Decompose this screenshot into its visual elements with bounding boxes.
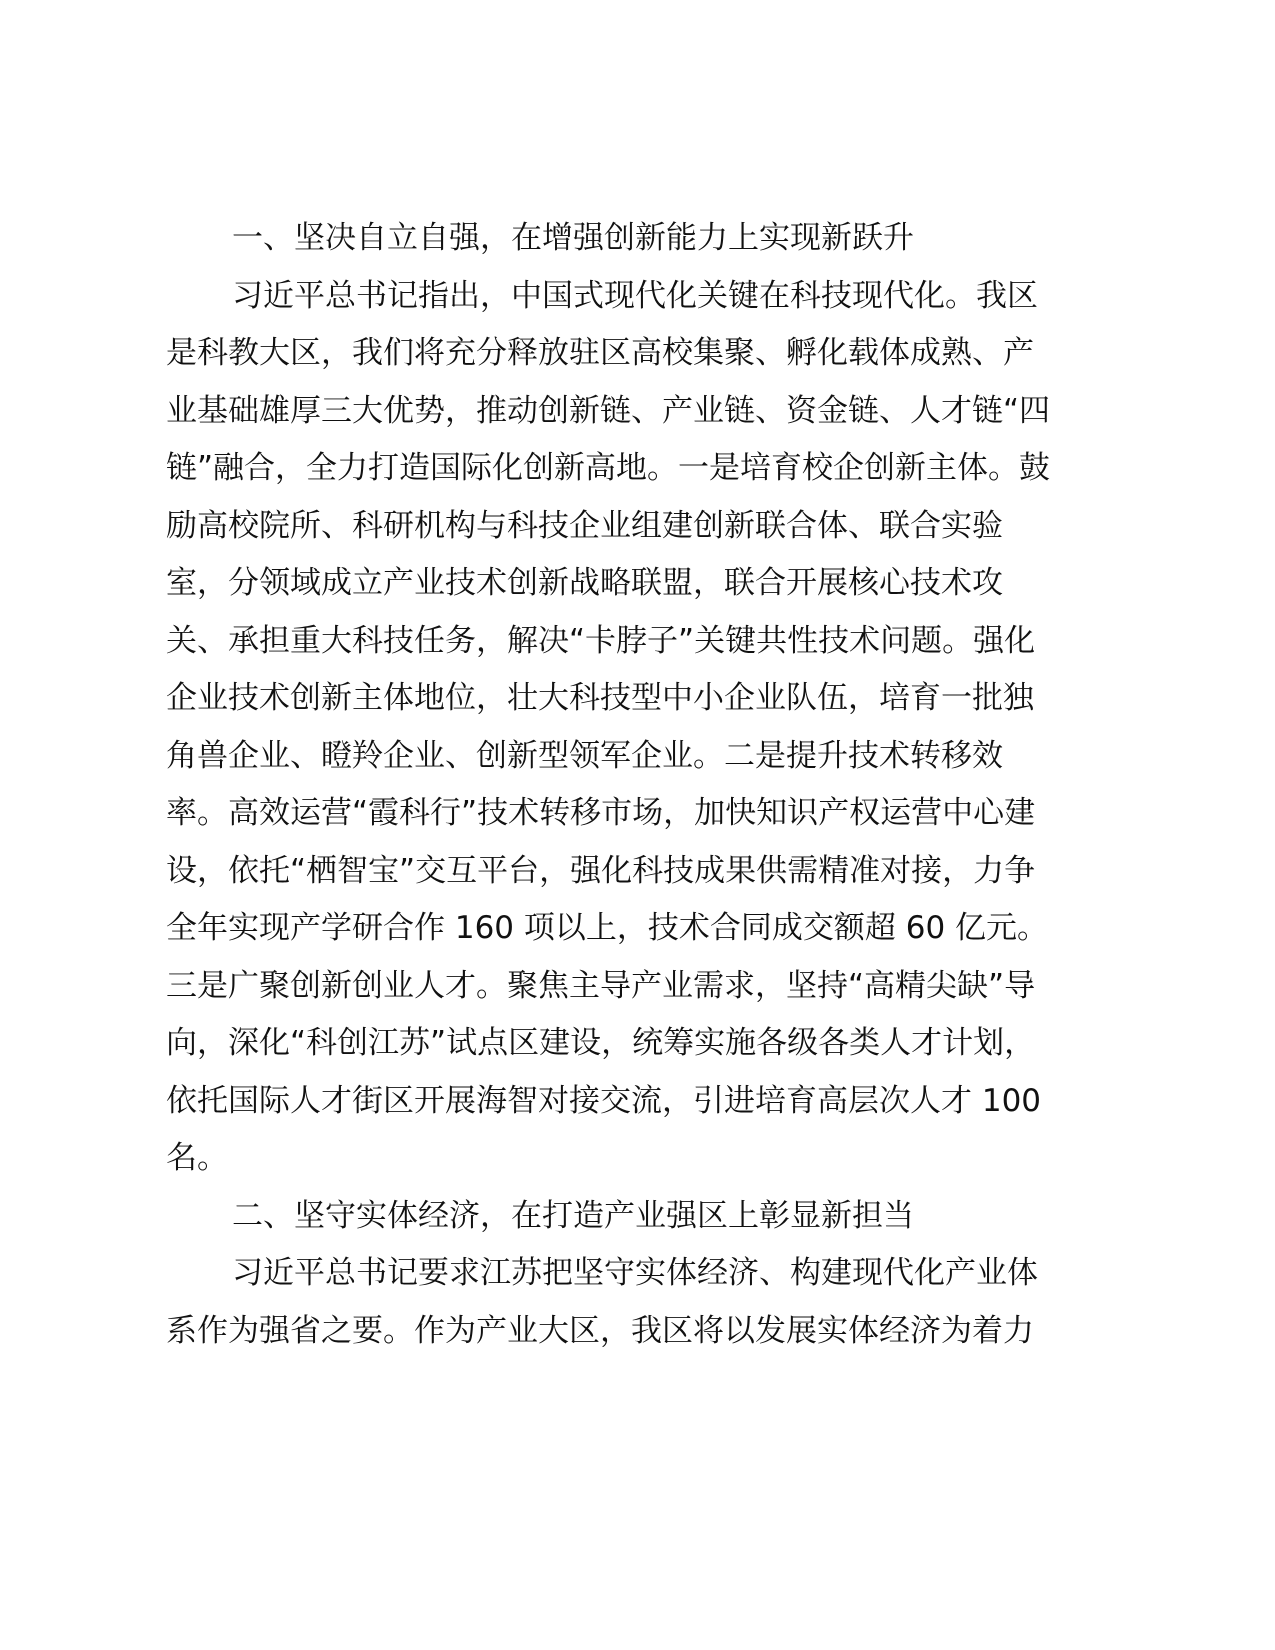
paragraph-line: 全年实现产学研合作 160 项以上，技术合同成交额超 60 亿元。 — [166, 910, 1049, 946]
paragraph-line: 习近平总书记指出，中国式现代化关键在科技现代化。我区 — [232, 277, 1038, 314]
paragraph-line: 是科教大区，我们将充分释放驻区高校集聚、孵化载体成熟、产 — [166, 335, 1034, 371]
paragraph-line: 角兽企业、瞪羚企业、创新型领军企业。二是提升技术转移效 — [166, 737, 1003, 774]
paragraph-line: 业基础雄厚三大优势，推动创新链、产业链、资金链、人才链“四 — [166, 392, 1051, 429]
section-heading-2: 二、坚守实体经济，在打造产业强区上彰显新担当 — [232, 1197, 914, 1234]
paragraph-line: 励高校院所、科研机构与科技企业组建创新联合体、联合实验 — [166, 507, 1003, 544]
document-body — [166, 210, 1110, 1360]
paragraph-line: 室，分领域成立产业技术创新战略联盟，联合开展核心技术攻 — [166, 565, 1003, 601]
paragraph-line: 习近平总书记要求江苏把坚守实体经济、构建现代化产业体 — [232, 1255, 1038, 1291]
paragraph-line: 链”融合，全力打造国际化创新高地。一是培育校企创新主体。鼓 — [166, 450, 1051, 486]
paragraph-line: 设，依托“栖智宝”交互平台，强化科技成果供需精准对接，力争 — [166, 852, 1036, 889]
paragraph-line: 依托国际人才街区开展海智对接交流，引进培育高层次人才 100 — [166, 1082, 1042, 1119]
paragraph-line: 三是广聚创新创业人才。聚焦主导产业需求，坚持“高精尖缺”导 — [166, 967, 1036, 1004]
section-paragraph-1 — [166, 268, 1110, 1188]
section-paragraph-2 — [166, 1245, 1110, 1360]
section-heading-1: 一、坚决自立自强，在增强创新能力上实现新跃升 — [232, 220, 914, 256]
paragraph-line: 系作为强省之要。作为产业大区，我区将以发展实体经济为着力 — [166, 1312, 1034, 1349]
paragraph-line: 企业技术创新主体地位，壮大科技型中小企业队伍，培育一批独 — [166, 680, 1034, 716]
paragraph-line: 名。 — [166, 1140, 228, 1176]
paragraph-line: 关、承担重大科技任务，解决“卡脖子”关键共性技术问题。强化 — [166, 622, 1036, 659]
paragraph-line: 率。高效运营“霞科行”技术转移市场，加快知识产权运营中心建 — [166, 795, 1036, 831]
paragraph-line: 向，深化“科创江苏”试点区建设，统筹实施各级各类人才计划， — [166, 1025, 1036, 1061]
